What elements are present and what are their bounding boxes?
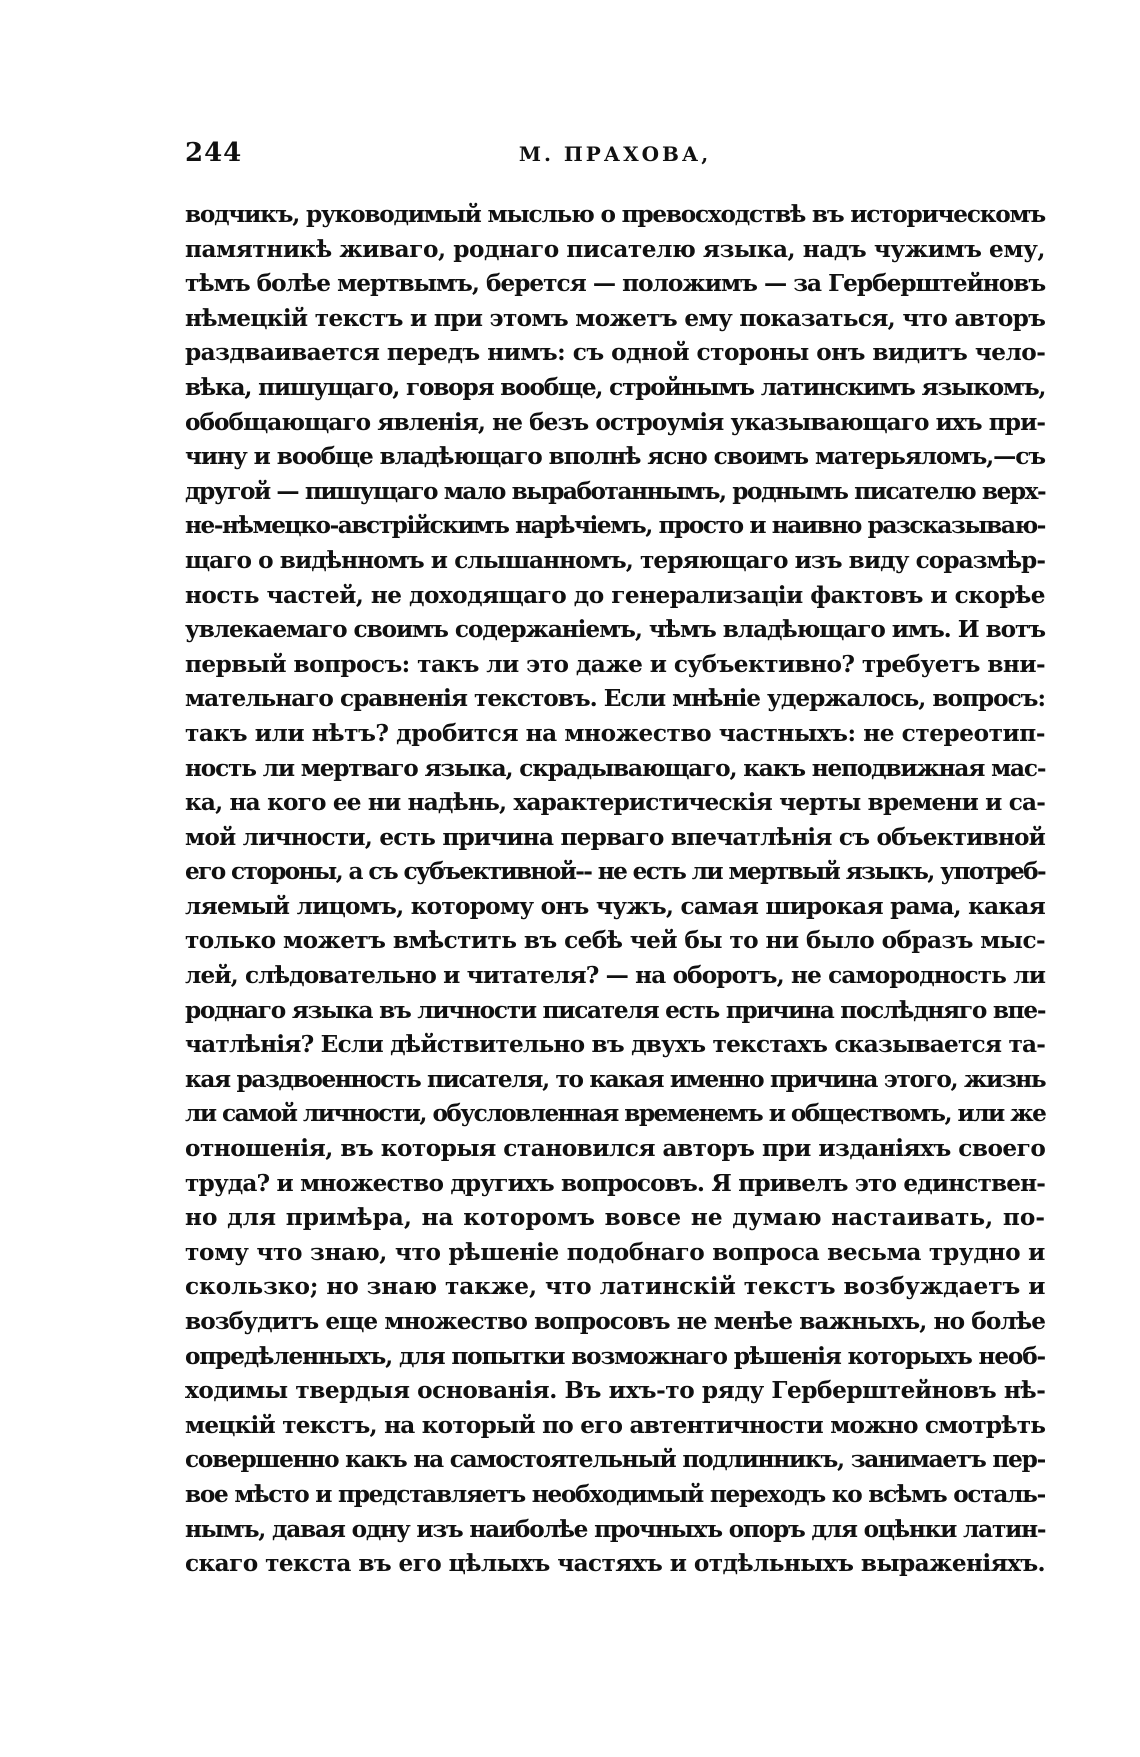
running-head <box>185 138 1045 178</box>
text-line: ка, на кого ее ни надѣнь, характеристическія черты времени и са- <box>185 789 1045 817</box>
text-line: мой личности, есть причина перваго впечатлѣнія съ объективной <box>185 823 1045 851</box>
text-line: ляемый лицомъ, которому онъ чужъ, самая широкая рама, какая <box>185 892 1045 920</box>
text-line: мецкій текстъ, на который по его автентичности можно смотрѣть <box>185 1411 1046 1439</box>
text-line: кая раздвоенность писателя, то какая именно причина этого, жизнь <box>185 1065 1046 1093</box>
text-line: такъ или нѣтъ? дробится на множество частныхъ: не стереотип- <box>185 719 1045 747</box>
text-line: только можетъ вмѣстить въ себѣ чей бы то ни было образъ мыс- <box>185 927 1045 955</box>
text-line: чину и вообще владѣющаго вполнѣ ясно своимъ матерьяломъ,—съ <box>185 443 1045 471</box>
text-line: ность частей, не доходящаго до генерализаціи фактовъ и скорѣе <box>185 581 1045 609</box>
text-line: вѣка, пишущаго, говоря вообще, стройнымъ латинскимъ языкомъ, <box>185 373 1046 401</box>
text-line: ли самой личности, обусловленная временемъ и обществомъ, или же <box>185 1100 1046 1128</box>
body-text <box>185 198 1045 1582</box>
text-line: другой — пишущаго мало выработаннымъ, роднымъ писателю верх- <box>185 477 1046 505</box>
text-line: нымъ, давая одну изъ наиболѣе прочныхъ опоръ для оцѣнки латин- <box>185 1515 1046 1543</box>
page-number: 244 <box>185 138 243 168</box>
text-line: тѣмъ болѣе мертвымъ, берется — положимъ — за Герберштейновъ <box>185 270 1046 298</box>
text-line: водчикъ, руководимый мыслью о превосходствѣ въ историческомъ <box>185 201 1045 228</box>
text-line: его стороны, а съ субъективной-- не есть ли мертвый языкъ, употреб- <box>185 858 1046 886</box>
text-line: увлекаемаго своимъ содержаніемъ, чѣмъ владѣющаго имъ. И вотъ <box>185 616 1045 644</box>
text-line: памятникѣ живаго, роднаго писателю языка, надъ чужимъ ему, <box>185 235 1045 263</box>
text-line: чатлѣнія? Если дѣйствительно въ двухъ текстахъ сказывается та- <box>185 1031 1046 1059</box>
text-line: возбудитъ еще множество вопросовъ не менѣе важныхъ, но болѣе <box>185 1308 1046 1335</box>
text-line: раздваивается передъ нимъ: съ одной стороны онъ видитъ чело- <box>185 339 1046 367</box>
text-line: отношенія, въ которыя становился авторъ при изданіяхъ своего <box>185 1135 1046 1163</box>
text-line: скаго текста въ его цѣлыхъ частяхъ и отдѣльныхъ выраженіяхъ. <box>185 1550 1045 1578</box>
text-line: но для примѣра, на которомъ вовсе не думаю настаивать, по- <box>185 1204 1045 1232</box>
text-line: первый вопросъ: такъ ли это даже и субъективно? требуетъ вни- <box>185 650 1045 678</box>
text-line: нѣмецкій текстъ и при этомъ можетъ ему показаться, что авторъ <box>185 304 1046 332</box>
text-line: ность ли мертваго языка, скрадывающаго, какъ неподвижная мас- <box>185 754 1046 782</box>
text-line: лей, слѣдовательно и читателя? — на оборотъ, не самородность ли <box>185 962 1045 990</box>
text-line: скользко; но знаю также, что латинскій текстъ возбуждаетъ и <box>185 1273 1046 1301</box>
text-line: мательнаго сравненія текстовъ. Если мнѣніе удержалось, вопросъ: <box>185 685 1045 713</box>
text-line: опредѣленныхъ, для попытки возможнаго рѣшенія которыхъ необ- <box>185 1342 1046 1370</box>
text-line: роднаго языка въ личности писателя есть причина послѣдняго впе- <box>185 996 1046 1024</box>
text-line: тому что знаю, что рѣшеніе подобнаго вопроса весьма трудно и <box>185 1238 1045 1266</box>
text-line: вое мѣсто и представляетъ необходимый переходъ ко всѣмъ осталь- <box>185 1480 1045 1508</box>
text-line: щаго о видѣнномъ и слышанномъ, теряющаго изъ виду соразмѣр- <box>185 546 1045 574</box>
text-line: труда? и множество другихъ вопросовъ. Я привелъ это единствен- <box>185 1169 1045 1197</box>
text-line: обобщающаго явленія, не безъ остроумія указывающаго ихъ при- <box>185 408 1045 436</box>
text-line: ходимы твердыя основанія. Въ ихъ-то ряду Герберштейновъ нѣ- <box>185 1377 1046 1405</box>
running-title: М. ПРАХОВА, <box>518 142 712 166</box>
text-line: не-нѣмецко-австрійскимъ нарѣчіемъ, просто и наивно разсказываю- <box>185 512 1045 540</box>
text-line: совершенно какъ на самостоятельный подлинникъ, занимаетъ пер- <box>185 1446 1045 1474</box>
